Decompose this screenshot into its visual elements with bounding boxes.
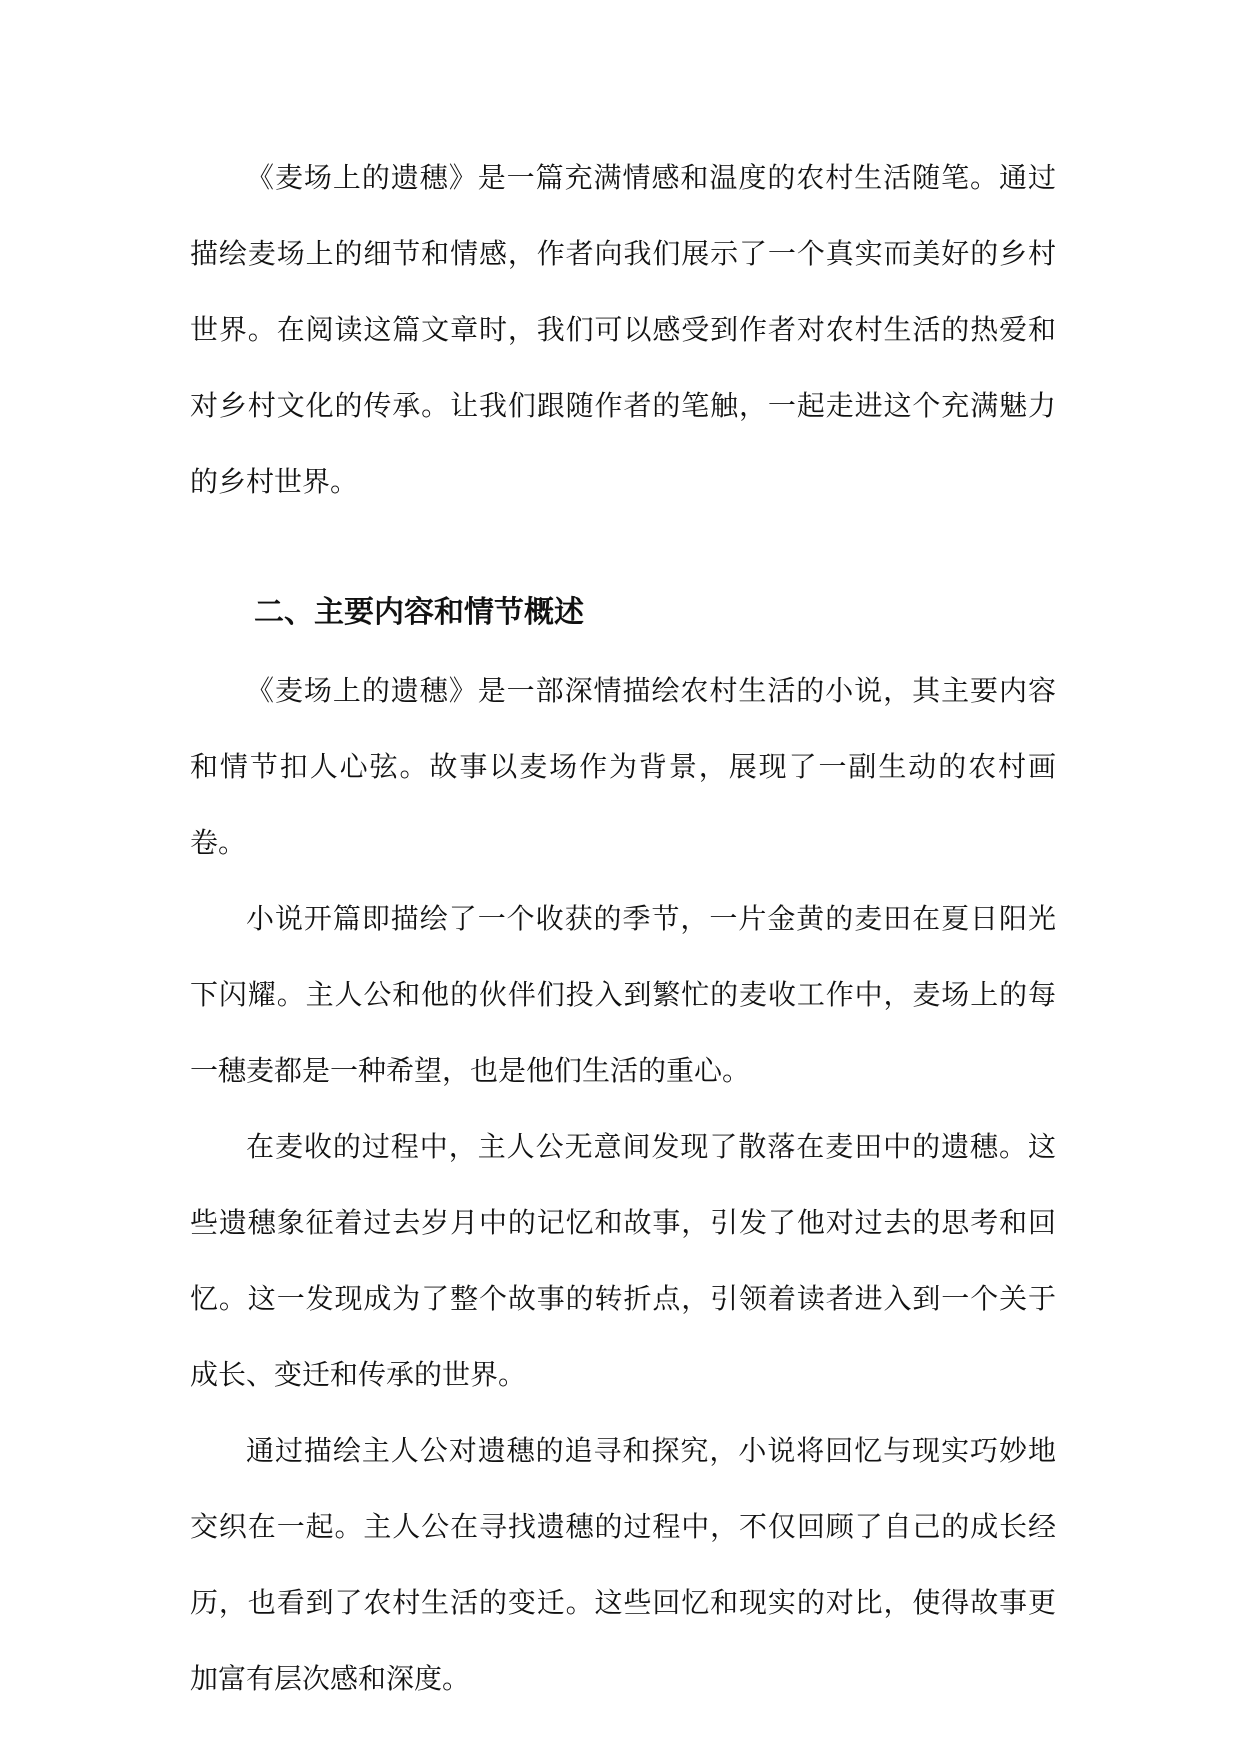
body-paragraph-1: 《麦场上的遗穗》是一部深情描绘农村生活的小说，其主要内容和情节扣人心弦。故事以麦场作为背景，展现了一副生动的农村画卷。 <box>190 674 1056 859</box>
body-paragraph-2: 小说开篇即描绘了一个收获的季节，一片金黄的麦田在夏日阳光下闪耀。主人公和他的伙伴们投入到繁忙的麦收工作中，麦场上的每一穗麦都是一种希望，也是他们生活的重心。 <box>190 902 1056 1087</box>
section-heading: 二、主要内容和情节概述 <box>254 595 584 630</box>
body-paragraph-3: 在麦收的过程中，主人公无意间发现了散落在麦田中的遗穗。这些遗穗象征着过去岁月中的记忆和故事，引发了他对过去的思考和回忆。这一发现成为了整个故事的转折点，引领着读者进入到一个关于成长、变迁和传承的世界。 <box>190 1130 1056 1391</box>
document-body <box>190 140 1056 1717</box>
intro-paragraph: 《麦场上的遗穗》是一篇充满情感和温度的农村生活随笔。通过描绘麦场上的细节和情感，作者向我们展示了一个真实而美好的乡村世界。在阅读这篇文章时，我们可以感受到作者对农村生活的热爱和对乡村文化的传承。让我们跟随作者的笔触，一起走进这个充满魅力的乡村世界。 <box>190 161 1056 498</box>
body-paragraph-4: 通过描绘主人公对遗穗的追寻和探究，小说将回忆与现实巧妙地交织在一起。主人公在寻找遗穗的过程中，不仅回顾了自己的成长经历，也看到了农村生活的变迁。这些回忆和现实的对比，使得故事更加富有层次感和深度。 <box>190 1434 1056 1695</box>
